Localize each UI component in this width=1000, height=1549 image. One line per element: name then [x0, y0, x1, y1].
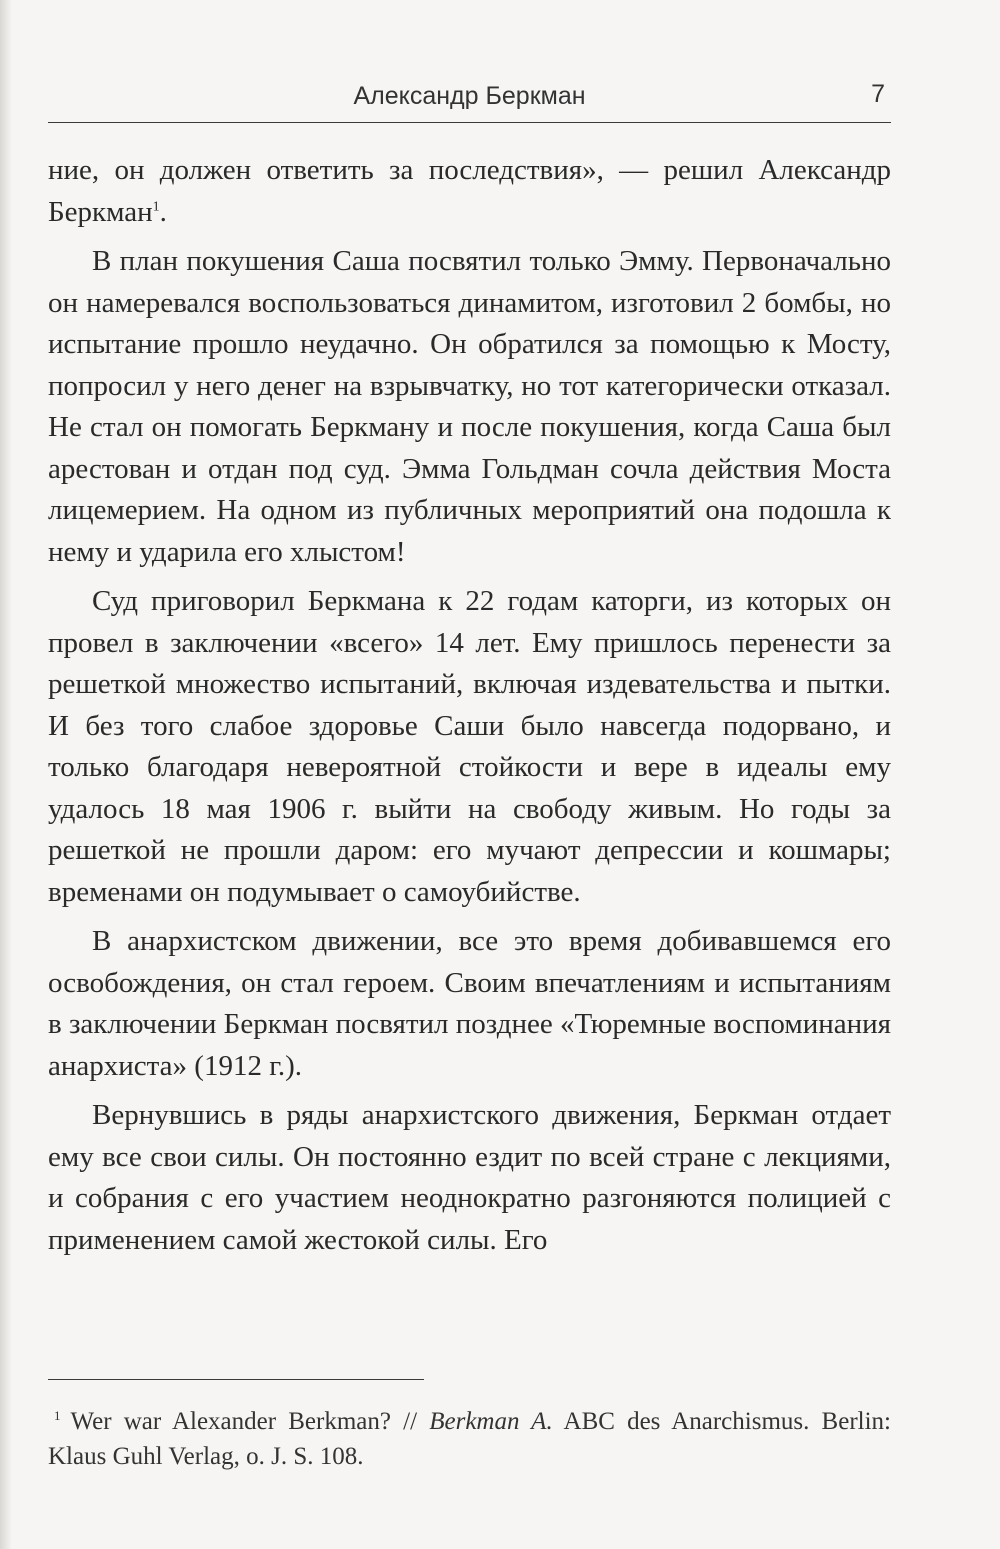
running-header: [48, 78, 891, 123]
page-spine-shadow: [0, 0, 12, 1549]
footnote-reference: 1: [152, 198, 160, 214]
paragraph-2: В план покушения Саша посвятил только Эмму. Первоначально он намеревался воспользоваться динамитом, изготовил 2 бомбы, но испытание прошло неудачно. Он обратился за помощью к Мосту, попросил у него денег на взрывчатку, но тот категорически отказал. Не стал он помогать Беркману и после покушения, когда Саша был арестован и отдан под суд. Эмма Гольдман сочла действия Моста лицемерием. На одном из публичных мероприятий она подошла к нему и ударила его хлыстом!: [48, 245, 891, 568]
paragraph-1: [48, 150, 891, 233]
running-title: Александр Беркман: [353, 82, 586, 110]
footnote: [48, 1404, 891, 1474]
paragraph-1-text: ние, он должен ответить за последствия», — решил Александр Беркман: [48, 154, 891, 228]
footnote-text-after: ABC des Anarchismus. Berlin: Klaus Guhl Verlag, o. J. S. 108.: [48, 1408, 891, 1470]
paragraph-4: В анархистском движении, все это время добивавшемся его освобождения, он стал героем. Своим впечатлениям и испытаниям в заключении Беркман посвятил позднее «Тюремные воспоминания анархиста» (1912 г.).: [48, 925, 891, 1082]
footnote-text-before: Wer war Alexander Berkman? //: [70, 1408, 430, 1435]
paragraph-5: Вернувшись в ряды анархистского движения, Беркман отдает ему все свои силы. Он постоянно ездит по всей стране с лекциями, и собрания с его участием неоднократно разгоняются полицией с применением самой жестокой силы. Его: [48, 1099, 891, 1256]
main-text: [48, 150, 891, 1261]
footnote-author: Berkman A.: [429, 1408, 553, 1435]
paragraph-3: Суд приговорил Беркмана к 22 годам каторги, из которых он провел в заключении «всего» 14 лет. Ему пришлось перенести за решеткой множество испытаний, включая издевательства и пытки. И без того слабое здоровье Саши было навсегда подорвано, и только благодаря невероятной стойкости и вере в идеалы ему удалось 18 мая 1906 г. выйти на свободу живым. Но годы за решеткой не прошли даром: его мучают депрессии и кошмары; временами он подумывает о самоубийстве.: [48, 585, 891, 908]
footnote-mark: 1: [54, 1407, 61, 1423]
footnote-separator: [48, 1379, 424, 1380]
paragraph-1-end: .: [159, 195, 167, 228]
page-number: 7: [871, 80, 885, 108]
